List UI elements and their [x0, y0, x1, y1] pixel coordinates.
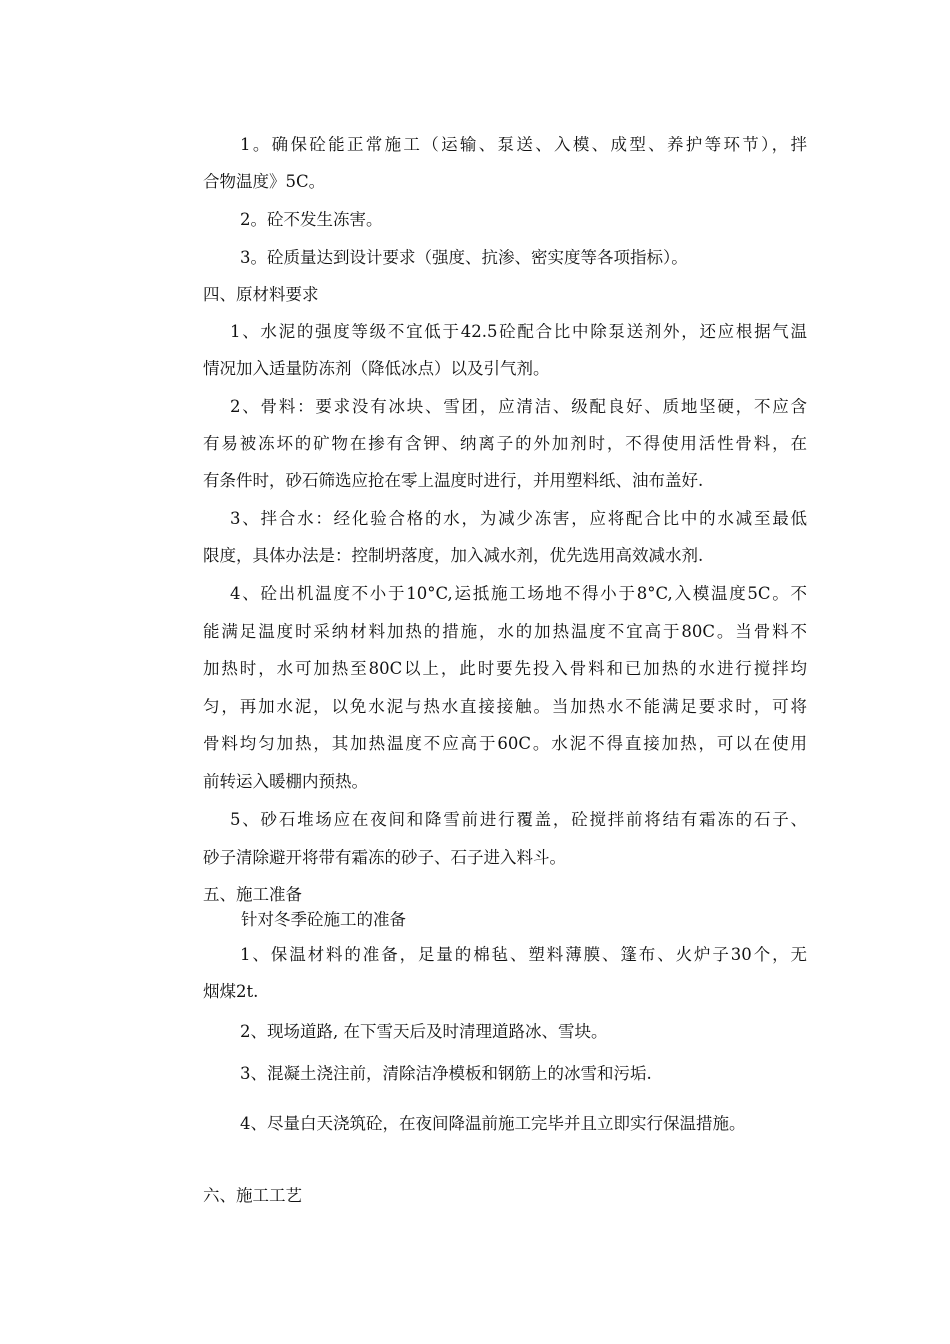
- paragraph-line: 3。砼质量达到设计要求（强度、抗渗、密实度等各项指标）。: [240, 248, 688, 267]
- paragraph-line: 3、拌合水：经化验合格的水，为减少冻害，应将配合比中的水减至最低: [230, 509, 807, 528]
- paragraph-line: 匀，再加水泥，以免水泥与热水直接接触。当加热水不能满足要求时，可将: [203, 697, 807, 716]
- paragraph-line: 5、砂石堆场应在夜间和降雪前进行覆盖，砼搅拌前将结有霜冻的石子、: [230, 810, 807, 829]
- paragraph-line: 有易被冻坏的矿物在掺有含钾、纳离子的外加剂时，不得使用活性骨料，在: [203, 434, 807, 453]
- paragraph-line: 前转运入暖棚内预热。: [203, 772, 368, 791]
- paragraph-line: 情况加入适量防冻剂（降低冰点）以及引气剂。: [203, 359, 550, 378]
- paragraph-line: 2、现场道路, 在下雪天后及时清理道路冰、雪块。: [240, 1022, 608, 1041]
- paragraph-line: 2、骨料：要求没有冰块、雪团，应清洁、级配良好、质地坚硬，不应含: [230, 397, 807, 416]
- paragraph-line: 合物温度》5C。: [203, 172, 326, 191]
- paragraph-line: 1。确保砼能正常施工（运输、泵送、入模、成型、养护等环节），拌: [240, 135, 807, 154]
- paragraph-line: 1、保温材料的准备，足量的棉毡、塑料薄膜、篷布、火炉子30个，无: [240, 945, 807, 964]
- paragraph-line: 4、尽量白天浇筑砼，在夜间降温前施工完毕并且立即实行保温措施。: [240, 1114, 746, 1133]
- paragraph-line: 有条件时，砂石筛选应抢在零上温度时进行，并用塑料纸、油布盖好.: [203, 471, 704, 490]
- paragraph-line: 限度，具体办法是：控制坍落度，加入减水剂，优先选用高效减水剂.: [203, 546, 704, 565]
- section-heading: 六、施工工艺: [203, 1186, 302, 1205]
- paragraph-line: 1、水泥的强度等级不宜低于42.5砼配合比中除泵送剂外，还应根据气温: [230, 322, 807, 341]
- paragraph-line: 烟煤2t.: [203, 982, 259, 1001]
- subheading: 针对冬季砼施工的准备: [241, 910, 406, 929]
- paragraph-line: 骨料均匀加热，其加热温度不应高于60C。水泥不得直接加热，可以在使用: [203, 734, 807, 753]
- paragraph-line: 砂子清除避开将带有霜冻的砂子、石子进入料斗。: [203, 848, 566, 867]
- paragraph-line: 加热时，水可加热至80C以上，此时要先投入骨料和已加热的水进行搅拌均: [203, 659, 807, 678]
- paragraph-line: 2。砼不发生冻害。: [240, 210, 383, 229]
- paragraph-line: 3、混凝土浇注前，清除洁净模板和钢筋上的冰雪和污垢.: [240, 1064, 652, 1083]
- paragraph-line: 4、砼出机温度不小于10°C,运抵施工场地不得小于8°C,入模温度5C。不: [230, 584, 807, 603]
- section-heading: 四、原材料要求: [203, 285, 319, 304]
- section-heading: 五、施工准备: [203, 885, 302, 904]
- paragraph-line: 能满足温度时采纳材料加热的措施，水的加热温度不宜高于80C。当骨料不: [203, 622, 807, 641]
